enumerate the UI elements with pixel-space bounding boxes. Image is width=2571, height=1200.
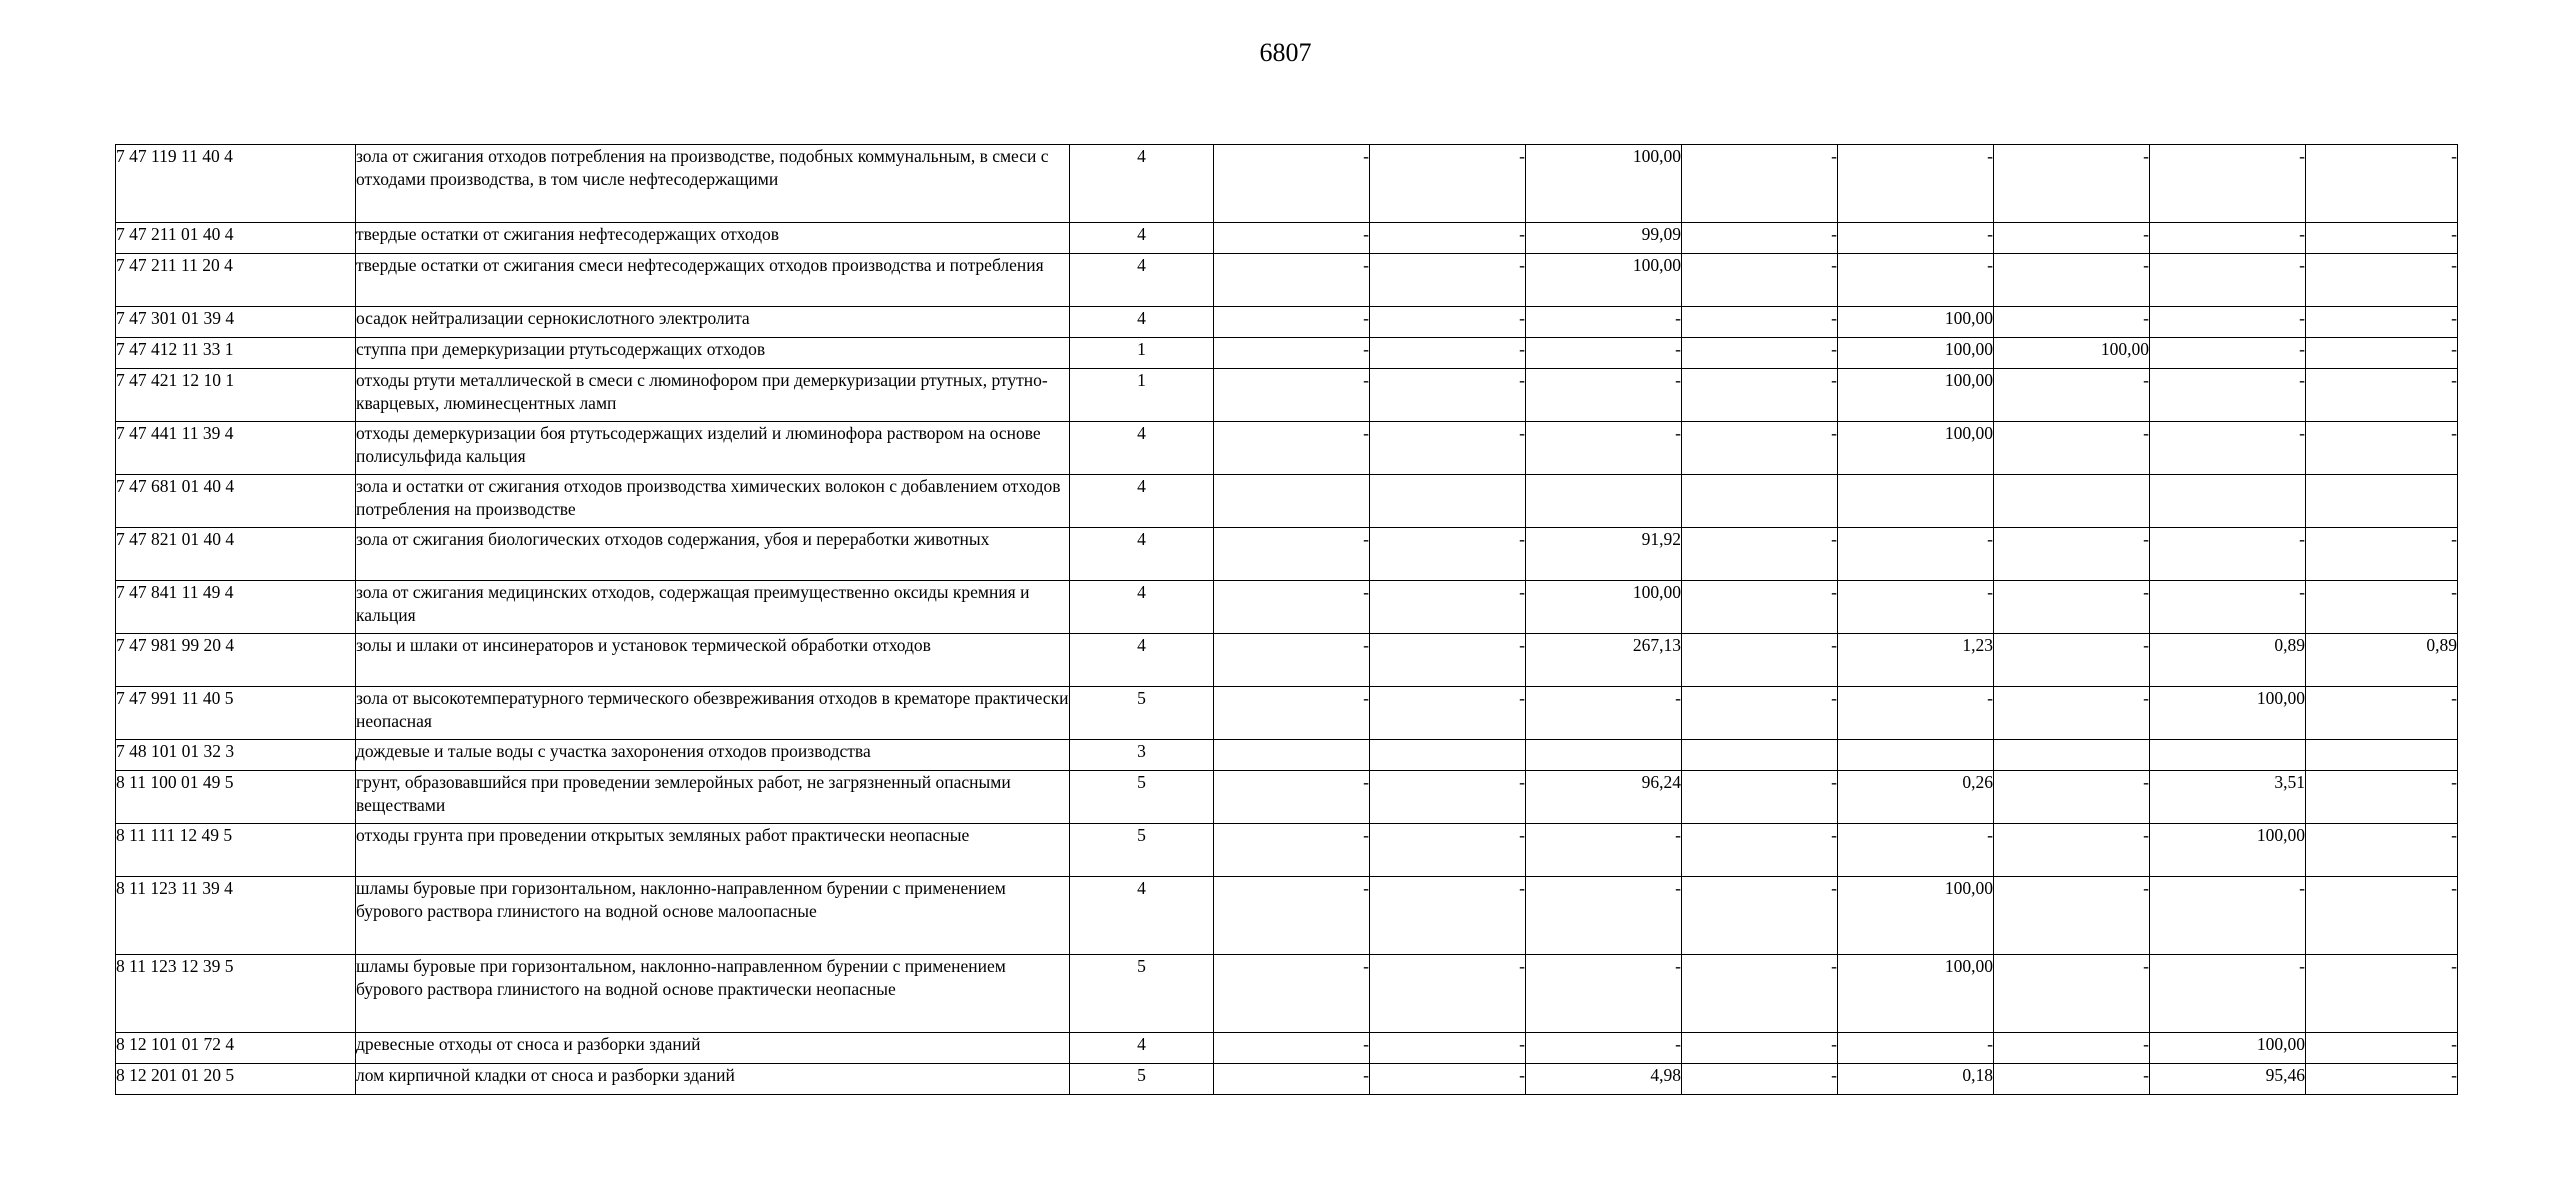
table-row xyxy=(116,740,2458,771)
value-cell-1: - xyxy=(1214,581,1370,634)
waste-name-cell: ступпа при демеркуризации ртутьсодержащих отходов xyxy=(356,338,1070,369)
value-cell-4: - xyxy=(1682,581,1838,634)
waste-code-cell: 7 47 119 11 40 4 xyxy=(116,145,356,223)
waste-name-cell: зола от сжигания биологических отходов содержания, убоя и переработки животных xyxy=(356,528,1070,581)
value-cell-7: 95,46 xyxy=(2150,1064,2306,1095)
value-cell-2: - xyxy=(1370,422,1526,475)
waste-code-cell: 7 47 821 01 40 4 xyxy=(116,528,356,581)
value-cell-2: - xyxy=(1370,223,1526,254)
waste-name-cell: зола от сжигания медицинских отходов, содержащая преимущественно оксиды кремния и кальция xyxy=(356,581,1070,634)
value-cell-6 xyxy=(1994,475,2150,528)
value-cell-8: - xyxy=(2306,877,2458,955)
value-cell-6: 100,00 xyxy=(1994,338,2150,369)
hazard-class-cell: 4 xyxy=(1070,528,1214,581)
value-cell-6: - xyxy=(1994,877,2150,955)
value-cell-5: 100,00 xyxy=(1838,877,1994,955)
waste-code-cell: 8 12 101 01 72 4 xyxy=(116,1033,356,1064)
value-cell-5: - xyxy=(1838,581,1994,634)
value-cell-1: - xyxy=(1214,528,1370,581)
value-cell-3: - xyxy=(1526,422,1682,475)
hazard-class-cell: 4 xyxy=(1070,1033,1214,1064)
hazard-class-cell: 1 xyxy=(1070,369,1214,422)
waste-name-cell: твердые остатки от сжигания смеси нефтесодержащих отходов производства и потребления xyxy=(356,254,1070,307)
value-cell-4: - xyxy=(1682,338,1838,369)
value-cell-2: - xyxy=(1370,338,1526,369)
value-cell-3: - xyxy=(1526,338,1682,369)
value-cell-2: - xyxy=(1370,581,1526,634)
value-cell-8: 0,89 xyxy=(2306,634,2458,687)
value-cell-5: 0,18 xyxy=(1838,1064,1994,1095)
value-cell-8: - xyxy=(2306,1033,2458,1064)
value-cell-6: - xyxy=(1994,422,2150,475)
table-row xyxy=(116,1033,2458,1064)
hazard-class-cell: 3 xyxy=(1070,740,1214,771)
value-cell-4: - xyxy=(1682,634,1838,687)
waste-code-cell: 8 11 123 12 39 5 xyxy=(116,955,356,1033)
page-number: 6807 xyxy=(1259,38,1312,67)
hazard-class-cell: 4 xyxy=(1070,254,1214,307)
value-cell-4: - xyxy=(1682,1033,1838,1064)
value-cell-5: - xyxy=(1838,1033,1994,1064)
value-cell-6: - xyxy=(1994,145,2150,223)
value-cell-6: - xyxy=(1994,369,2150,422)
value-cell-7: - xyxy=(2150,877,2306,955)
value-cell-5: - xyxy=(1838,528,1994,581)
hazard-class-cell: 5 xyxy=(1070,955,1214,1033)
value-cell-1: - xyxy=(1214,145,1370,223)
table-row xyxy=(116,307,2458,338)
value-cell-7: - xyxy=(2150,955,2306,1033)
value-cell-8 xyxy=(2306,740,2458,771)
value-cell-2: - xyxy=(1370,824,1526,877)
value-cell-8: - xyxy=(2306,955,2458,1033)
value-cell-1 xyxy=(1214,740,1370,771)
waste-name-cell: зола от высокотемпературного термического обезвреживания отходов в крематоре практически неопасная xyxy=(356,687,1070,740)
value-cell-2: - xyxy=(1370,687,1526,740)
value-cell-3: - xyxy=(1526,307,1682,338)
value-cell-3: - xyxy=(1526,1033,1682,1064)
waste-code-cell: 8 11 100 01 49 5 xyxy=(116,771,356,824)
value-cell-6: - xyxy=(1994,771,2150,824)
value-cell-3: 100,00 xyxy=(1526,581,1682,634)
waste-code-cell: 7 47 981 99 20 4 xyxy=(116,634,356,687)
waste-table xyxy=(115,144,2458,1095)
value-cell-3: 100,00 xyxy=(1526,145,1682,223)
waste-name-cell: отходы ртути металлической в смеси с люминофором при демеркуризации ртутных, ртутно-кварцевых, люминесцентных ламп xyxy=(356,369,1070,422)
table-row xyxy=(116,338,2458,369)
value-cell-8: - xyxy=(2306,1064,2458,1095)
waste-code-cell: 8 12 201 01 20 5 xyxy=(116,1064,356,1095)
table-row xyxy=(116,955,2458,1033)
value-cell-6: - xyxy=(1994,223,2150,254)
waste-name-cell: шламы буровые при горизонтальном, наклонно-направленном бурении с применением бурового раствора глинистого на водной основе малоопасные xyxy=(356,877,1070,955)
waste-code-cell: 8 11 111 12 49 5 xyxy=(116,824,356,877)
value-cell-6: - xyxy=(1994,634,2150,687)
value-cell-2 xyxy=(1370,475,1526,528)
value-cell-4: - xyxy=(1682,1064,1838,1095)
value-cell-2: - xyxy=(1370,369,1526,422)
waste-name-cell: осадок нейтрализации сернокислотного электролита xyxy=(356,307,1070,338)
hazard-class-cell: 4 xyxy=(1070,145,1214,223)
value-cell-7: 3,51 xyxy=(2150,771,2306,824)
value-cell-4: - xyxy=(1682,223,1838,254)
value-cell-3: - xyxy=(1526,824,1682,877)
value-cell-1: - xyxy=(1214,338,1370,369)
value-cell-5: 100,00 xyxy=(1838,338,1994,369)
hazard-class-cell: 4 xyxy=(1070,581,1214,634)
value-cell-3: - xyxy=(1526,955,1682,1033)
waste-code-cell: 8 11 123 11 39 4 xyxy=(116,877,356,955)
value-cell-2: - xyxy=(1370,145,1526,223)
table-row xyxy=(116,877,2458,955)
value-cell-8: - xyxy=(2306,422,2458,475)
value-cell-7: - xyxy=(2150,528,2306,581)
value-cell-7: 100,00 xyxy=(2150,1033,2306,1064)
value-cell-6 xyxy=(1994,740,2150,771)
value-cell-7: - xyxy=(2150,581,2306,634)
value-cell-5: 100,00 xyxy=(1838,369,1994,422)
value-cell-1: - xyxy=(1214,687,1370,740)
value-cell-4: - xyxy=(1682,145,1838,223)
table-row xyxy=(116,1064,2458,1095)
hazard-class-cell: 5 xyxy=(1070,824,1214,877)
value-cell-2: - xyxy=(1370,528,1526,581)
hazard-class-cell: 5 xyxy=(1070,1064,1214,1095)
value-cell-5: - xyxy=(1838,254,1994,307)
value-cell-1: - xyxy=(1214,877,1370,955)
value-cell-1: - xyxy=(1214,771,1370,824)
value-cell-4: - xyxy=(1682,307,1838,338)
waste-code-cell: 7 47 421 12 10 1 xyxy=(116,369,356,422)
value-cell-5: 100,00 xyxy=(1838,955,1994,1033)
value-cell-6: - xyxy=(1994,1033,2150,1064)
hazard-class-cell: 5 xyxy=(1070,687,1214,740)
waste-name-cell: дождевые и талые воды с участка захоронения отходов производства xyxy=(356,740,1070,771)
value-cell-4 xyxy=(1682,475,1838,528)
waste-name-cell: отходы грунта при проведении открытых земляных работ практически неопасные xyxy=(356,824,1070,877)
value-cell-1: - xyxy=(1214,223,1370,254)
value-cell-5 xyxy=(1838,740,1994,771)
value-cell-6: - xyxy=(1994,955,2150,1033)
waste-code-cell: 7 47 441 11 39 4 xyxy=(116,422,356,475)
value-cell-6: - xyxy=(1994,528,2150,581)
value-cell-6: - xyxy=(1994,1064,2150,1095)
value-cell-3: 267,13 xyxy=(1526,634,1682,687)
table-row xyxy=(116,475,2458,528)
value-cell-7: - xyxy=(2150,369,2306,422)
value-cell-8: - xyxy=(2306,254,2458,307)
value-cell-5: - xyxy=(1838,223,1994,254)
value-cell-2: - xyxy=(1370,307,1526,338)
hazard-class-cell: 4 xyxy=(1070,877,1214,955)
value-cell-5 xyxy=(1838,475,1994,528)
value-cell-4 xyxy=(1682,740,1838,771)
value-cell-8: - xyxy=(2306,771,2458,824)
value-cell-4: - xyxy=(1682,254,1838,307)
waste-code-cell: 7 48 101 01 32 3 xyxy=(116,740,356,771)
value-cell-3: 4,98 xyxy=(1526,1064,1682,1095)
value-cell-7 xyxy=(2150,740,2306,771)
value-cell-5: - xyxy=(1838,145,1994,223)
value-cell-2: - xyxy=(1370,1064,1526,1095)
waste-name-cell: грунт, образовавшийся при проведении землеройных работ, не загрязненный опасными веществами xyxy=(356,771,1070,824)
value-cell-3: 96,24 xyxy=(1526,771,1682,824)
table-row xyxy=(116,145,2458,223)
waste-name-cell: шламы буровые при горизонтальном, наклонно-направленном бурении с применением бурового раствора глинистого на водной основе практически неопасные xyxy=(356,955,1070,1033)
value-cell-1: - xyxy=(1214,422,1370,475)
value-cell-4: - xyxy=(1682,528,1838,581)
table-row xyxy=(116,824,2458,877)
value-cell-6: - xyxy=(1994,307,2150,338)
value-cell-7: - xyxy=(2150,338,2306,369)
value-cell-2: - xyxy=(1370,634,1526,687)
hazard-class-cell: 4 xyxy=(1070,307,1214,338)
hazard-class-cell: 5 xyxy=(1070,771,1214,824)
value-cell-4: - xyxy=(1682,955,1838,1033)
waste-name-cell: отходы демеркуризации боя ртутьсодержащих изделий и люминофора раствором на основе полисульфида кальция xyxy=(356,422,1070,475)
value-cell-2: - xyxy=(1370,877,1526,955)
value-cell-5: - xyxy=(1838,824,1994,877)
value-cell-3: - xyxy=(1526,369,1682,422)
value-cell-1: - xyxy=(1214,955,1370,1033)
hazard-class-cell: 4 xyxy=(1070,634,1214,687)
waste-name-cell: древесные отходы от сноса и разборки зданий xyxy=(356,1033,1070,1064)
waste-name-cell: твердые остатки от сжигания нефтесодержащих отходов xyxy=(356,223,1070,254)
table-row xyxy=(116,581,2458,634)
value-cell-2: - xyxy=(1370,254,1526,307)
table-body xyxy=(116,145,2458,1095)
value-cell-7: - xyxy=(2150,223,2306,254)
table-row xyxy=(116,369,2458,422)
waste-name-cell: зола и остатки от сжигания отходов производства химических волокон с добавлением отходов потребления на производстве xyxy=(356,475,1070,528)
value-cell-5: - xyxy=(1838,687,1994,740)
hazard-class-cell: 4 xyxy=(1070,422,1214,475)
value-cell-1: - xyxy=(1214,307,1370,338)
value-cell-3 xyxy=(1526,740,1682,771)
value-cell-5: 1,23 xyxy=(1838,634,1994,687)
value-cell-7: - xyxy=(2150,307,2306,338)
value-cell-5: 100,00 xyxy=(1838,422,1994,475)
value-cell-7: - xyxy=(2150,422,2306,475)
waste-name-cell: зола от сжигания отходов потребления на производстве, подобных коммунальным, в смеси с отходами производства, в том числе нефтесодержащими xyxy=(356,145,1070,223)
value-cell-8: - xyxy=(2306,307,2458,338)
value-cell-5: 0,26 xyxy=(1838,771,1994,824)
value-cell-1 xyxy=(1214,475,1370,528)
value-cell-1: - xyxy=(1214,824,1370,877)
value-cell-1: - xyxy=(1214,1064,1370,1095)
table-row xyxy=(116,634,2458,687)
waste-code-cell: 7 47 841 11 49 4 xyxy=(116,581,356,634)
waste-code-cell: 7 47 991 11 40 5 xyxy=(116,687,356,740)
table-row xyxy=(116,422,2458,475)
value-cell-7: 0,89 xyxy=(2150,634,2306,687)
value-cell-8: - xyxy=(2306,687,2458,740)
value-cell-8: - xyxy=(2306,528,2458,581)
value-cell-6: - xyxy=(1994,581,2150,634)
value-cell-4: - xyxy=(1682,877,1838,955)
value-cell-3: - xyxy=(1526,687,1682,740)
value-cell-1: - xyxy=(1214,1033,1370,1064)
value-cell-4: - xyxy=(1682,369,1838,422)
table-row xyxy=(116,223,2458,254)
value-cell-2: - xyxy=(1370,771,1526,824)
table-row xyxy=(116,687,2458,740)
waste-code-cell: 7 47 211 01 40 4 xyxy=(116,223,356,254)
value-cell-5: 100,00 xyxy=(1838,307,1994,338)
value-cell-7 xyxy=(2150,475,2306,528)
value-cell-3: 100,00 xyxy=(1526,254,1682,307)
table-row xyxy=(116,254,2458,307)
hazard-class-cell: 4 xyxy=(1070,475,1214,528)
value-cell-1: - xyxy=(1214,369,1370,422)
value-cell-2: - xyxy=(1370,955,1526,1033)
waste-code-cell: 7 47 681 01 40 4 xyxy=(116,475,356,528)
waste-name-cell: золы и шлаки от инсинераторов и установок термической обработки отходов xyxy=(356,634,1070,687)
waste-code-cell: 7 47 211 11 20 4 xyxy=(116,254,356,307)
value-cell-2 xyxy=(1370,740,1526,771)
value-cell-4: - xyxy=(1682,824,1838,877)
value-cell-3: 91,92 xyxy=(1526,528,1682,581)
hazard-class-cell: 1 xyxy=(1070,338,1214,369)
value-cell-8 xyxy=(2306,475,2458,528)
value-cell-7: 100,00 xyxy=(2150,687,2306,740)
waste-name-cell: лом кирпичной кладки от сноса и разборки зданий xyxy=(356,1064,1070,1095)
value-cell-7: 100,00 xyxy=(2150,824,2306,877)
value-cell-8: - xyxy=(2306,145,2458,223)
value-cell-6: - xyxy=(1994,254,2150,307)
value-cell-8: - xyxy=(2306,581,2458,634)
table-row xyxy=(116,771,2458,824)
value-cell-4: - xyxy=(1682,422,1838,475)
value-cell-8: - xyxy=(2306,824,2458,877)
value-cell-3: - xyxy=(1526,877,1682,955)
value-cell-7: - xyxy=(2150,254,2306,307)
hazard-class-cell: 4 xyxy=(1070,223,1214,254)
waste-code-cell: 7 47 412 11 33 1 xyxy=(116,338,356,369)
waste-code-cell: 7 47 301 01 39 4 xyxy=(116,307,356,338)
value-cell-3: 99,09 xyxy=(1526,223,1682,254)
value-cell-1: - xyxy=(1214,634,1370,687)
value-cell-3 xyxy=(1526,475,1682,528)
table-row xyxy=(116,528,2458,581)
value-cell-6: - xyxy=(1994,824,2150,877)
value-cell-4: - xyxy=(1682,771,1838,824)
value-cell-7: - xyxy=(2150,145,2306,223)
value-cell-4: - xyxy=(1682,687,1838,740)
value-cell-8: - xyxy=(2306,369,2458,422)
value-cell-8: - xyxy=(2306,338,2458,369)
value-cell-8: - xyxy=(2306,223,2458,254)
value-cell-1: - xyxy=(1214,254,1370,307)
value-cell-6: - xyxy=(1994,687,2150,740)
value-cell-2: - xyxy=(1370,1033,1526,1064)
